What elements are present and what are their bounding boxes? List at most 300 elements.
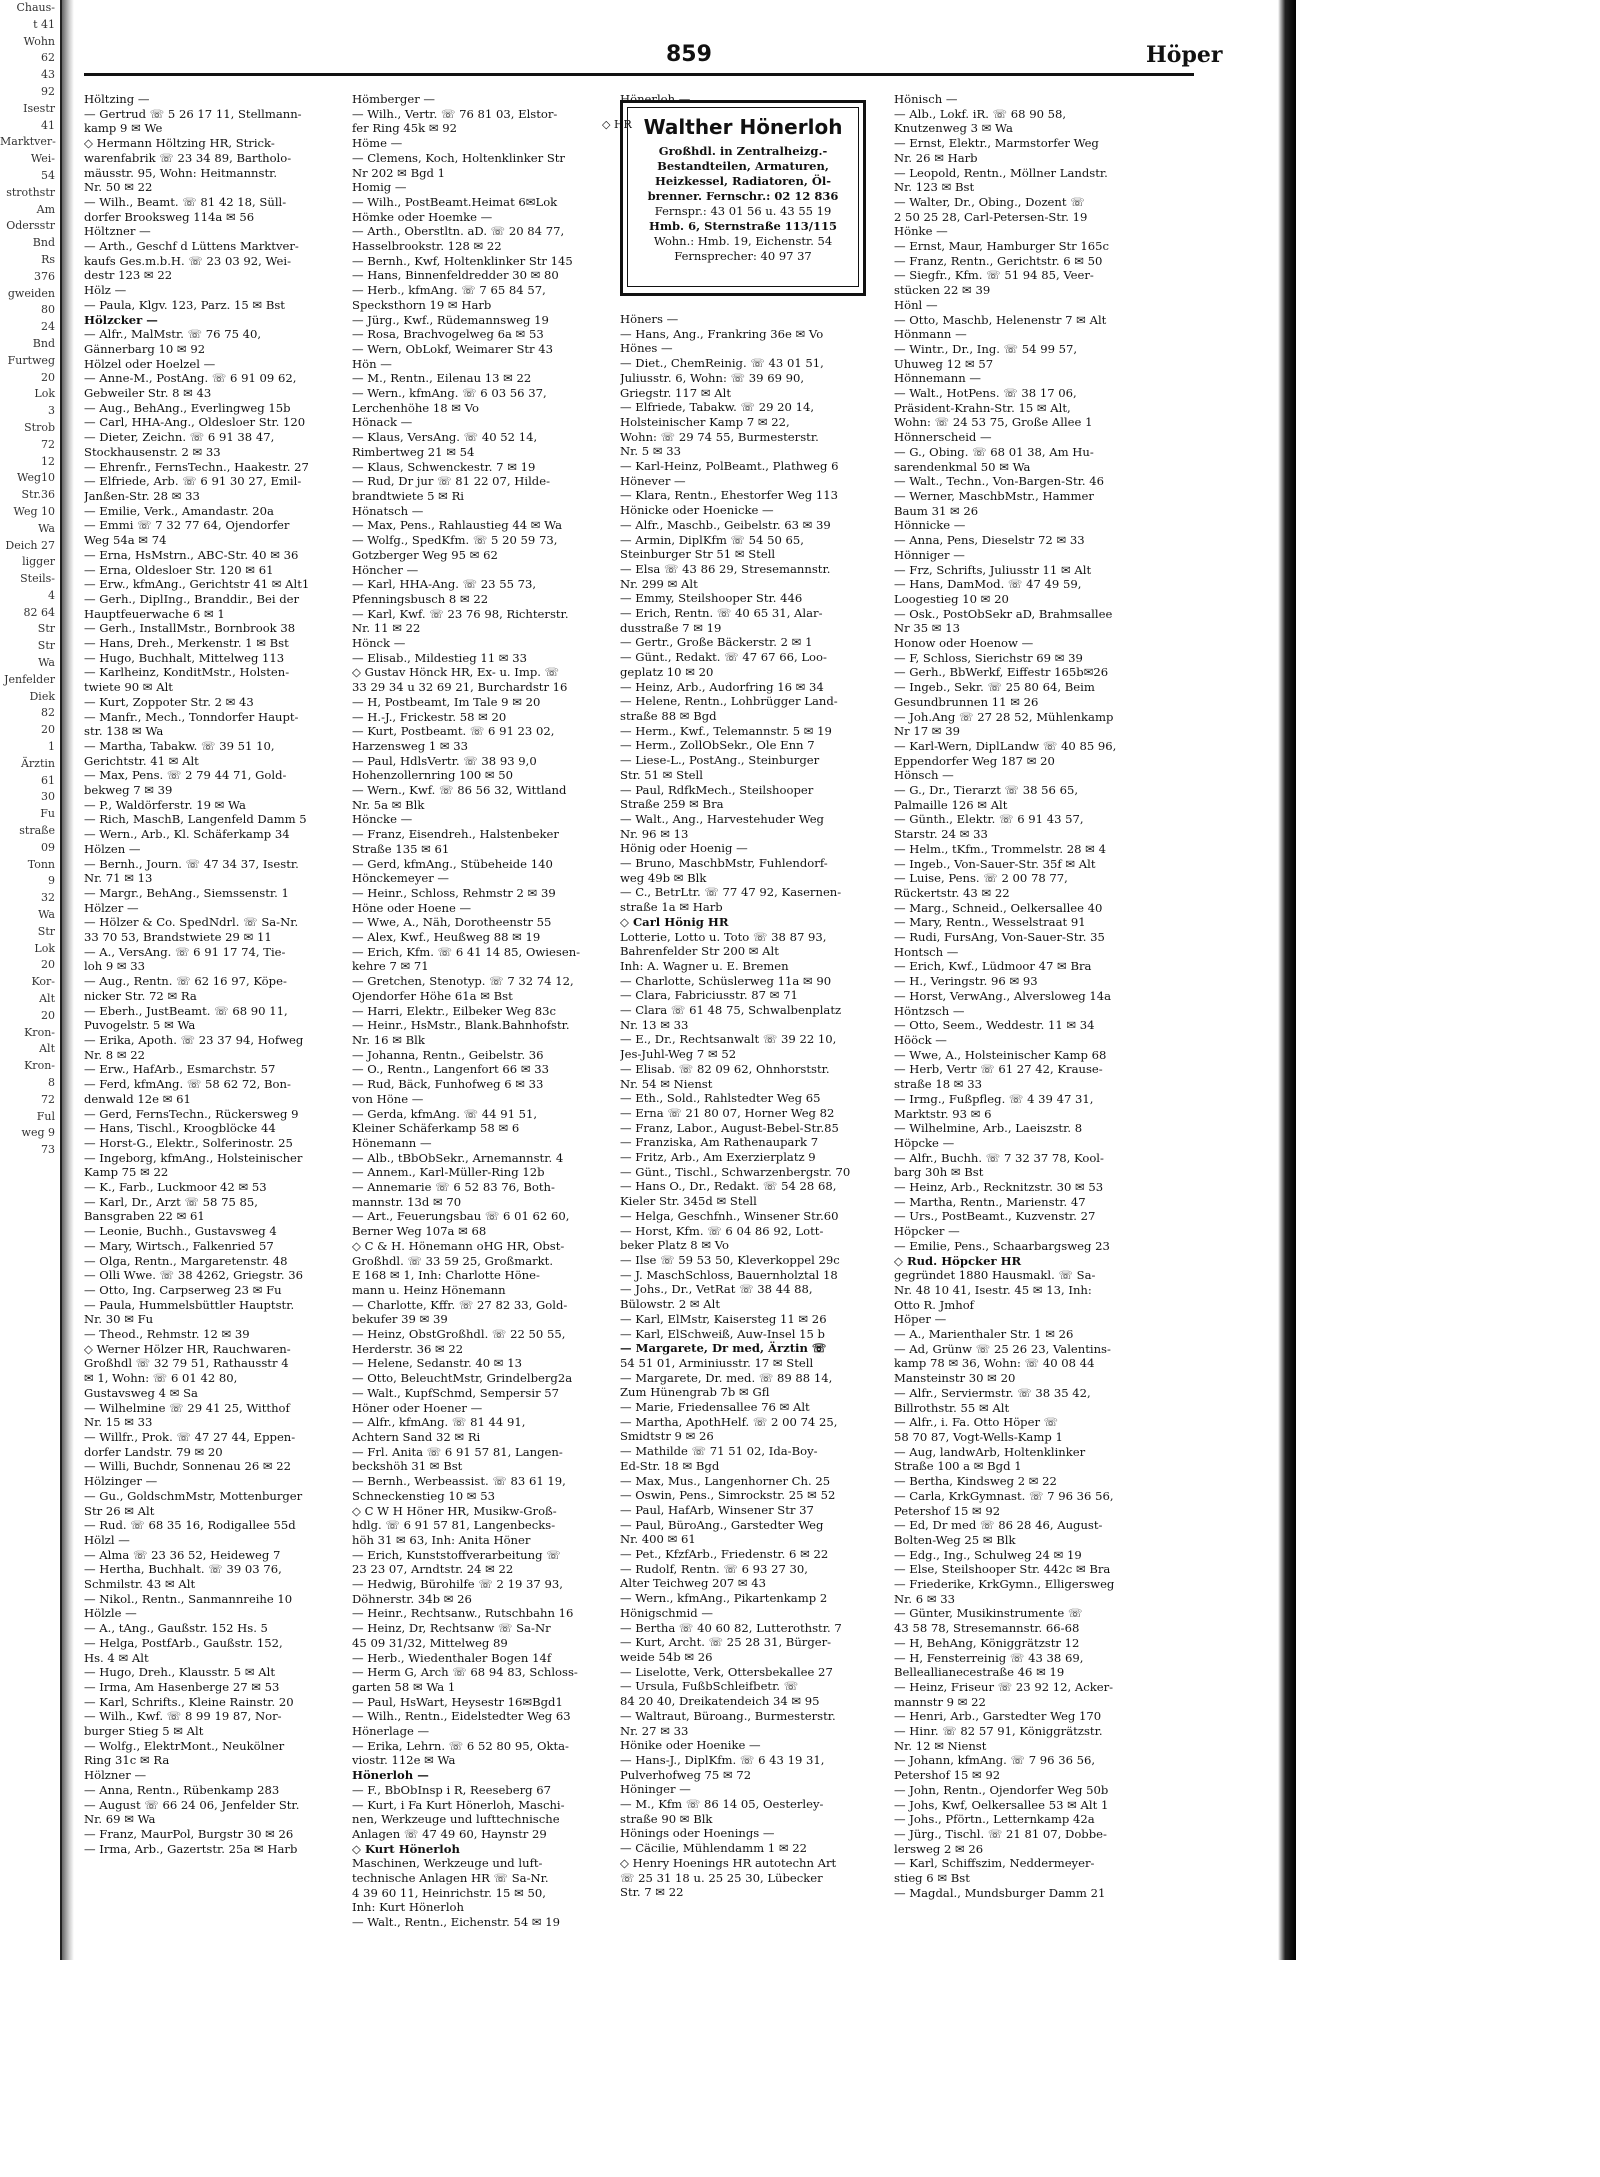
facing-page-fragment: Kor- [31,975,55,989]
directory-entry-line: — Margarete, Dr. med. ☏ 89 88 14, [620,1370,833,1385]
directory-entry-line: Nr. 5a ✉ Blk [352,797,425,812]
directory-entry-line: ◇ C W H Höner HR, Musikw-Groß- [352,1503,557,1518]
directory-entry-line: — Heinz, ObstGroßhdl. ☏ 22 50 55, [352,1327,566,1342]
directory-entry-line: viostr. 112e ✉ Wa [352,1753,456,1768]
facing-page-fragment: 1 [48,740,55,754]
directory-entry-line: ✉ 1, Wohn: ☏ 6 01 42 80, [84,1371,238,1386]
directory-entry-line: — Elisab., Mildestieg 11 ✉ 33 [352,650,527,665]
directory-entry-line: — Pet., KfzfArb., Friedenstr. 6 ✉ 22 [620,1547,829,1562]
directory-entry-line: — Anna, Pens, Dieselstr 72 ✉ 33 [894,533,1085,548]
facing-page-fragment: Weg 10 [13,504,55,518]
facing-page-fragment: Isestr [23,101,55,115]
directory-entry-line: Hs. 4 ✉ Alt [84,1650,149,1665]
directory-entry-line: bekweg 7 ✉ 39 [84,783,173,798]
directory-entry-line: Hölzner — [84,1768,147,1783]
directory-entry-line: — F, Schloss, Sierichstr 69 ✉ 39 [894,650,1083,665]
directory-entry-line: Stockhausenstr. 2 ✉ 33 [84,444,221,459]
directory-entry-line: — Helga, PostfArb., Gaußstr. 152, [84,1635,283,1650]
directory-entry-line: — August ☏ 66 24 06, Jenfelder Str. [84,1797,300,1812]
directory-entry-line: Hönnerscheid — [894,430,992,445]
directory-entry-line: — Herm G, Arch ☏ 68 94 83, Schloss- [352,1665,578,1680]
directory-entry-line: — Karl, Dr., Arzt ☏ 58 75 85, [84,1194,258,1209]
directory-entry-line: — Helga, Geschfnh., Winsener Str.60 [620,1208,839,1223]
directory-entry-line: — Mary, Rentn., Wesselstraat 91 [894,915,1086,930]
directory-entry-line: — Wilh., Kwf. ☏ 8 99 19 87, Nor- [84,1709,282,1724]
directory-entry-line: — Gu., GoldschmMstr, Mottenburger [84,1488,303,1503]
directory-entry-line: — Luise, Pens. ☏ 2 00 78 77, [894,871,1068,886]
directory-entry-line: Höne oder Hoene — [352,900,472,915]
directory-entry-line: höh 31 ✉ 63, Inh: Anita Höner [352,1532,531,1547]
directory-entry-line: Zum Hünengrab 7b ✉ Gfl [620,1385,770,1400]
directory-entry-line: stücken 22 ✉ 39 [894,283,991,298]
directory-entry-line: — Leonie, Buchh., Gustavsweg 4 [84,1224,277,1239]
directory-entry-line: technische Anlagen HR ☏ Sa-Nr. [352,1871,549,1886]
directory-entry-line: — Kurt, Zoppoter Str. 2 ✉ 43 [84,694,254,709]
directory-entry-line: Hönig oder Hoenig — [620,841,748,856]
facing-page-fragment: straße [19,824,55,838]
directory-entry-line: — O., Rentn., Langenfort 66 ✉ 33 [352,1062,549,1077]
directory-entry-line: — Edg., Ing., Schulweg 24 ✉ 19 [894,1547,1082,1562]
directory-entry-line: Bansgraben 22 ✉ 61 [84,1209,205,1224]
directory-entry-line: Nr. 48 10 41, Isestr. 45 ✉ 13, Inh: [894,1282,1092,1297]
directory-entry-line: — Hans O., Dr., Redakt. ☏ 54 28 68, [620,1179,837,1194]
directory-entry-line: — Elisab. ☏ 82 09 62, Ohnhorststr. [620,1061,830,1076]
directory-entry-line: weide 54b ✉ 26 [620,1649,713,1664]
directory-entry-line: Höltzing — [84,92,150,106]
directory-entry-line: Achtern Sand 32 ✉ Ri [352,1429,481,1444]
directory-entry-line: — Gerh., BbWerkf, Eiffestr 165b✉26 [894,665,1109,680]
directory-entry-line: — Alfr., Serviermstr. ☏ 38 35 42, [894,1385,1091,1400]
directory-entry-line: — E., Dr., Rechtsanwalt ☏ 39 22 10, [620,1032,837,1047]
directory-entry-line: — Irma, Arb., Gazertstr. 25a ✉ Harb [84,1841,298,1856]
directory-entry-line: — Emilie, Verk., Amandastr. 20a [84,503,274,518]
ad-line: Heizkessel, Radiatoren, Öl- [654,174,832,188]
directory-entry-line: — Wilhelmine, Arb., Laeiszstr. 8 [894,1121,1083,1136]
directory-entry-line: — Diet., ChemReinig. ☏ 43 01 51, [620,356,824,371]
directory-entry-line: Hönatsch — [352,503,424,518]
facing-page-fragment: 3 [48,404,55,418]
facing-page-fragment: Ärztin [20,756,55,770]
directory-entry-line: Hön — [352,356,392,371]
directory-entry-line: — Klara, Rentn., Ehestorfer Weg 113 [620,488,838,503]
directory-entry-line: Str. 51 ✉ Stell [620,767,703,782]
directory-entry-line: Höncke — [352,812,413,827]
directory-entry-line: Nr 202 ✉ Bgd 1 [352,165,446,180]
facing-page-fragment: Steils- [20,572,55,586]
directory-entry-line: — Emilie, Pens., Schaarbargsweg 23 [894,1238,1110,1253]
directory-entry-line: burger Stieg 5 ✉ Alt [84,1724,204,1739]
directory-entry-line: — Kurt, Postbeamt. ☏ 6 91 23 02, [352,724,555,739]
directory-entry-line: Nr. 123 ✉ Bst [894,180,975,195]
directory-entry-line: — Rosa, Brachvogelweg 6a ✉ 53 [352,327,544,342]
facing-page-fragment: 12 [41,454,55,468]
directory-entry-line: lersweg 2 ✉ 26 [894,1841,984,1856]
directory-entry-line: — Otto, Ing. Carpserweg 23 ✉ Fu [84,1282,282,1297]
directory-entry-line: Baum 31 ✉ 26 [894,503,979,518]
directory-entry-line: nicker Str. 72 ✉ Ra [84,988,197,1003]
directory-entry-line: Nr. 30 ✉ Fu [84,1312,154,1327]
facing-page-fragment: 54 [41,168,55,182]
directory-entry-line: — Ernst, Maur, Hamburger Str 165c [894,239,1110,254]
directory-entry-line: Eppendorfer Weg 187 ✉ 20 [894,753,1055,768]
directory-entry-line: 58 70 87, Vogt-Wells-Kamp 1 [894,1429,1063,1444]
directory-entry-line: — Arth., Geschf d Lüttens Marktver- [84,239,299,254]
directory-entry-line: mann u. Heinz Hönemann [352,1282,506,1297]
directory-entry-line: mannstr. 13d ✉ 70 [352,1194,462,1209]
directory-entry-line: — Alfr., i. Fa. Otto Höper ☏ [894,1415,1059,1430]
directory-entry-line: — G., Dr., Tierarzt ☏ 38 56 65, [894,783,1079,798]
facing-page-fragment: Wei- [30,152,55,166]
directory-page [76,0,1278,1960]
directory-entry-line: — A., Marienthaler Str. 1 ✉ 26 [894,1327,1074,1342]
facing-page-fragment: 4 [48,588,55,602]
directory-entry-line: bekufer 39 ✉ 39 [352,1312,448,1327]
directory-entry-line: Döhnerstr. 34b ✉ 26 [352,1591,472,1606]
directory-entry-line: — Alma ☏ 23 36 52, Heideweg 7 [84,1547,281,1562]
directory-entry-line: — Wern., Kwf. ☏ 86 56 32, Wittland [352,783,567,798]
ad-line: Bestandteilen, Armaturen, [657,159,829,173]
directory-entry-line: — Hans, Ang., Frankring 36e ✉ Vo [620,326,824,341]
directory-entry-line: — Eberh., JustBeamt. ☏ 68 90 11, [84,1003,288,1018]
directory-entry-line: — Martha, Tabakw. ☏ 39 51 10, [84,738,275,753]
directory-entry-line: — Ursula, FußbSchleifbetr. ☏ [620,1679,799,1694]
directory-entry-line: Juliusstr. 6, Wohn: ☏ 39 69 90, [620,370,805,385]
directory-entry-line: — Wern, ObLokf, Weimarer Str 43 [352,341,554,356]
directory-entry-line: — Elfriede, Arb. ☏ 6 91 30 27, Emil- [84,474,302,489]
directory-entry-line: Ed-Str. 18 ✉ Bgd [620,1458,720,1473]
directory-entry-line: Palmaille 126 ✉ Alt [894,797,1008,812]
directory-entry-line: — Ferd, kfmAng. ☏ 58 62 72, Bon- [84,1077,291,1092]
directory-entry-line: ◇ Kurt Hönerloh [352,1841,460,1856]
directory-entry-line: — Walt., Techn., Von-Bargen-Str. 46 [894,474,1105,489]
directory-entry-line: — Mathilde ☏ 71 51 02, Ida-Boy- [620,1444,818,1459]
directory-entry-line: garten 58 ✉ Wa 1 [352,1679,456,1694]
directory-entry-line: — Walt., Ang., Harvestehuder Weg [620,811,824,826]
directory-entry-line: Nr. 15 ✉ 33 [84,1415,153,1430]
directory-entry-line: Gesundbrunnen 11 ✉ 26 [894,694,1039,709]
facing-page-fragment: Lok [34,387,55,401]
directory-entry-line: — Art., Feuerungsbau ☏ 6 01 62 60, [352,1209,570,1224]
facing-page-fragment: Wa [38,521,55,535]
directory-entry-line: — Liselotte, Verk, Ottersbekallee 27 [620,1664,833,1679]
directory-entry-line: Nr. 27 ✉ 33 [620,1723,689,1738]
directory-entry-line: — Herm., ZollObSekr., Ole Enn 7 [620,738,815,753]
directory-entry-line: — Karl-Heinz, PolBeamt., Plathweg 6 [620,459,839,474]
directory-entry-line: — Elfriede, Tabakw. ☏ 29 20 14, [620,400,815,415]
directory-entry-line: — Clara, Fabriciusstr. 87 ✉ 71 [620,988,798,1003]
directory-entry-line: denwald 12e ✉ 61 [84,1091,191,1106]
facing-page-fragment: Tonn [27,857,55,871]
directory-entry-line: — Anna, Rentn., Rübenkamp 283 [84,1782,280,1797]
directory-entry-line: — Karl-Wern, DiplLandw ☏ 40 85 96, [894,738,1117,753]
directory-entry-line: — Günt., Tischl., Schwarzenbergstr. 70 [620,1164,851,1179]
directory-entry-line: destr 123 ✉ 22 [84,268,173,283]
directory-entry-line: — Günt., Redakt. ☏ 47 67 66, Loo- [620,650,827,665]
directory-entry-line: — Franz, Labor., August-Bebel-Str.85 [620,1120,839,1135]
directory-entry-line: — Clemens, Koch, Holtenklinker Str [352,150,565,165]
facing-page-fragment: 82 64 [23,605,55,619]
directory-entry-line: — Erich, Kfm. ☏ 6 41 14 85, Owiesen- [352,944,581,959]
directory-entry-line: — Walter, Dr., Obing., Dozent ☏ [894,194,1085,209]
directory-entry-line: — Wilh., Beamt. ☏ 81 42 18, Süll- [84,194,287,209]
facing-page-fragment: 30 [41,790,55,804]
directory-entry-line: — Karl, Kwf. ☏ 23 76 98, Richterstr. [352,606,569,621]
directory-entry-line: — Annem., Karl-Müller-Ring 12b [352,1165,545,1180]
directory-entry-line: Maschinen, Werkzeuge und luft- [352,1856,543,1871]
directory-entry-line: — Rudi, FursAng, Von-Sauer-Str. 35 [894,930,1105,945]
directory-entry-line: — Gerh., DiplIng., Branddir., Bei der [84,591,300,606]
directory-entry-line: — Wern., Arb., Kl. Schäferkamp 34 [84,827,290,842]
directory-entry-line: — Aug., Rentn. ☏ 62 16 97, Köpe- [84,974,287,989]
directory-entry-line: Gustavsweg 4 ✉ Sa [84,1385,198,1400]
scan-margin [0,1960,1600,2177]
facing-page-fragment: Strob [24,420,55,434]
directory-entry-line: barg 30h ✉ Bst [894,1165,984,1180]
directory-entry-line: Schneckenstieg 10 ✉ 53 [352,1488,495,1503]
directory-entry-line: stieg 6 ✉ Bst [894,1871,970,1886]
directory-entry-line: — Karl, HHA-Ang. ☏ 23 55 73, [352,577,537,592]
directory-entry-line: — Herm., Kwf., Telemannstr. 5 ✉ 19 [620,723,832,738]
directory-entry-line: — Paul, RdfkMech., Steilshooper [620,782,814,797]
directory-entry-line: — Marie, Friedensallee 76 ✉ Alt [620,1400,810,1415]
directory-entry-line: ☏ 25 31 18 u. 25 25 30, Lübecker [620,1870,823,1885]
directory-entry-line: — Rud. ☏ 68 35 16, Rodigallee 55d [84,1518,296,1533]
facing-page-fragment: 20 [41,370,55,384]
directory-entry-line: — Günth., Elektr. ☏ 6 91 43 57, [894,812,1084,827]
directory-entry-line: — Johs., Dr., VetRat ☏ 38 44 88, [620,1282,813,1297]
directory-entry-line: — Wolfg., SpedKfm. ☏ 5 20 59 73, [352,533,558,548]
directory-entry-line: — Helene, Sedanstr. 40 ✉ 13 [352,1356,522,1371]
facing-page-fragment: 62 [41,51,55,65]
directory-entry-line: — Wilhelmine ☏ 29 41 25, Witthof [84,1400,290,1415]
facing-page-fragment: 82 [41,706,55,720]
directory-entry-line: — Karl, Schiffszim, Neddermeyer- [894,1856,1095,1871]
directory-entry-line: brandtwiete 5 ✉ Ri [352,488,465,503]
directory-entry-line: straße 88 ✉ Bgd [620,708,717,723]
directory-entry-line: Hömke oder Hoemke — [352,209,493,224]
directory-entry-line: — Harri, Elektr., Eilbeker Weg 83c [352,1003,556,1018]
directory-entry-line: — Ilse ☏ 59 53 50, Kleverkoppel 29c [620,1253,840,1267]
directory-entry-line: Str 26 ✉ Alt [84,1503,155,1518]
facing-page-fragment: Bnd [32,336,55,350]
directory-entry-line: — Paul, HafArb, Winsener Str 37 [620,1502,814,1517]
directory-entry-line: — Armin, DiplKfm ☏ 54 50 65, [620,532,804,547]
directory-entry-line: Hönerlage — [352,1724,430,1739]
directory-entry-line: Nr. 8 ✉ 22 [84,1047,145,1062]
directory-entry-line: Nr 17 ✉ 39 [894,724,960,739]
directory-entry-line: 45 09 31/32, Mittelweg 89 [352,1635,508,1650]
directory-entry-line: — Johanna, Rentn., Geibelstr. 36 [352,1047,544,1062]
directory-entry-line: — Herb., Wiedenthaler Bogen 14f [352,1650,552,1665]
directory-entry-line: straße 1a ✉ Harb [620,900,723,915]
directory-entry-line: Höner oder Hoener — [352,1400,483,1415]
directory-entry-line: Höners — [620,312,679,326]
directory-entry-line: ◇ Werner Hölzer HR, Rauchwaren- [84,1341,291,1356]
directory-entry-line: Nr. 12 ✉ Nienst [894,1738,987,1753]
directory-entry-line: Harzensweg 1 ✉ 33 [352,738,469,753]
directory-entry-line: Smidtstr 9 ✉ 26 [620,1429,714,1444]
column-3-heading: Hönerloh — [620,92,691,106]
facing-page-fragment: 8 [48,1076,55,1089]
directory-entry-line: — Annemarie ☏ 6 52 83 76, Both- [352,1180,555,1195]
directory-entry-line: Hölzle — [84,1606,137,1621]
facing-page-fragment: strothstr [6,185,55,199]
directory-entry-line: Ring 31c ✉ Ra [84,1753,170,1768]
directory-entry-line: — Alb., Lokf. iR. ☏ 68 90 58, [894,106,1067,121]
facing-page-fragment: Odersstr [6,219,55,233]
directory-entry-line: Nr. 50 ✉ 22 [84,180,153,195]
directory-entry-line: Hööck — [894,1033,947,1047]
directory-entry-line: — Bertha, Kindsweg 2 ✉ 22 [894,1474,1057,1489]
directory-entry-line: — Aug, landwArb, Holtenklinker [894,1444,1086,1459]
directory-entry-line: Nr. 13 ✉ 33 [620,1017,689,1032]
directory-entry-line: — Alfr., kfmAng. ☏ 81 44 91, [352,1415,526,1430]
directory-entry-line: — Henri, Arb., Garstedter Weg 170 [894,1709,1102,1724]
directory-entry-line: 33 70 53, Brandstwiete 29 ✉ 11 [84,930,272,945]
ad-title: Walther Hönerloh [643,115,843,139]
directory-entry-line: Pfenningsbusch 8 ✉ 22 [352,591,489,606]
directory-entry-line: Höpcke — [894,1135,955,1150]
facing-page-fragment: t 41 [33,17,55,31]
directory-entry-line: — Bernh., Journ. ☏ 47 34 37, Isestr. [84,856,299,871]
directory-entry-line: Marktstr. 93 ✉ 6 [894,1106,992,1121]
directory-entry-line: — Aug., BehAng., Everlingweg 15b [84,400,291,415]
directory-entry-line: Hohenzollernring 100 ✉ 50 [352,768,514,783]
directory-entry-line: — Herb, Vertr ☏ 61 27 42, Krause- [894,1062,1103,1077]
directory-entry-line: — Urs., PostBeamt., Kuzvenstr. 27 [894,1209,1096,1224]
directory-entry-line: — Günter, Musikinstrumente ☏ [894,1606,1083,1621]
facing-page-fragment: 72 [41,437,55,451]
directory-entry-line: — Kurt, i Fa Kurt Hönerloh, Maschi- [352,1797,565,1812]
directory-entry-line: — Arth., Oberstltn. aD. ☏ 20 84 77, [352,224,565,239]
directory-entry-line: Anlagen ☏ 47 49 60, Haynstr 29 [352,1826,547,1841]
directory-entry-line: sarendenkmal 50 ✉ Wa [894,459,1031,474]
facing-page-fragment: 376 [34,269,55,283]
directory-entry-line: Rückertstr. 43 ✉ 22 [894,885,1010,900]
facing-page-fragment: Bnd [32,236,55,250]
facing-page-fragment: gweiden [7,286,55,300]
facing-page-fragment: Str [37,639,55,653]
directory-entry-line: — Olga, Rentn., Margaretenstr. 48 [84,1253,288,1268]
column-4 [894,92,1156,1900]
directory-entry-line: — Johs., Pförtn., Letternkamp 42a [894,1812,1095,1827]
directory-entry-line: Nr. 69 ✉ Wa [84,1812,156,1827]
directory-entry-line: 2 50 25 28, Carl-Petersen-Str. 19 [894,209,1088,224]
directory-entry-line: — Walt., HotPens. ☏ 38 17 06, [894,386,1077,401]
directory-entry-line: 84 20 40, Dreikatendeich 34 ✉ 95 [620,1694,820,1709]
directory-entry-line: — Liese-L., PostAng., Steinburger [620,753,820,768]
directory-entry-line: — H, Postbeamt, Im Tale 9 ✉ 20 [352,694,541,709]
directory-entry-line: von Höne — [352,1091,424,1106]
directory-entry-line: Herderstr. 36 ✉ 22 [352,1341,464,1356]
directory-entry-line: — Bernh., Kwf, Holtenklinker Str 145 [352,253,573,268]
directory-entry-line: — Gerda, kfmAng. ☏ 44 91 51, [352,1106,538,1121]
directory-entry-line: — Karl, ElSchweiß, Auw-Insel 15 b [620,1326,825,1341]
directory-entry-line: — Rud, Dr jur ☏ 81 22 07, Hilde- [352,474,550,489]
directory-entry-line: Hönack — [352,415,413,430]
directory-entry-line: — Erika, Apoth. ☏ 23 37 94, Hofweg [84,1033,304,1047]
directory-entry-line: — Nikol., Rentn., Sanmannreihe 10 [84,1591,293,1606]
directory-entry-line: Ojendorfer Höhe 61a ✉ Bst [352,988,513,1003]
page-number: 859 [666,42,712,67]
directory-entry-line: — Helene, Rentn., Lohbrügger Land- [620,694,838,709]
directory-entry-line: Hönever — [620,473,686,488]
directory-entry-line: Großhdl ☏ 32 79 51, Rathausstr 4 [84,1356,289,1371]
facing-page-fragment: Wohn [23,34,55,48]
directory-entry-line: — Charlotte, Schüslerweg 11a ✉ 90 [620,973,832,988]
directory-entry-line: Billrothstr. 55 ✉ Alt [894,1400,1010,1415]
facing-page-fragment: 92 [41,84,55,98]
directory-entry-line: straße 90 ✉ Blk [620,1811,713,1826]
facing-page-fragment: Kron- [24,1059,55,1073]
directory-entry-line: — Friederike, KrkGymn., Elligersweg [894,1577,1115,1592]
directory-entry-line: E 168 ✉ 1, Inh: Charlotte Höne- [352,1268,540,1283]
directory-entry-line: — Emmy, Steilshooper Str. 446 [620,591,803,606]
directory-entry-line: Hölzcker — [84,312,158,327]
directory-entry-line: Höncher — [352,562,419,577]
facing-page-fragment: Diek [29,689,55,703]
directory-entry-line: Schmilstr. 43 ✉ Alt [84,1577,196,1592]
directory-entry-line: — F., BbObInsp i R, Reeseberg 67 [352,1782,551,1797]
directory-entry-line: — Horst, Kfm. ☏ 6 04 86 92, Lott- [620,1223,824,1238]
directory-entry-line: — Carla, KrkGymnast. ☏ 7 96 36 56, [894,1488,1114,1503]
directory-entry-line: 23 23 07, Arndtstr. 24 ✉ 22 [352,1562,514,1577]
page-right-edge [1278,0,1296,1960]
directory-entry-line: — Manfr., Mech., Tonndorfer Haupt- [84,709,299,724]
directory-entry-line: Gerichtstr. 41 ✉ Alt [84,753,199,768]
directory-entry-line: — Johs, Kwf, Oelkersallee 53 ✉ Alt 1 [894,1797,1109,1812]
facing-page-fragment: 32 [41,891,55,905]
directory-entry-line: 4 39 60 11, Heinrichstr. 15 ✉ 50, [352,1885,546,1900]
directory-entry-line: Hönisch — [894,92,958,106]
directory-entry-line: — H, Fensterreinig ☏ 43 38 69, [894,1650,1084,1665]
column-1 [84,92,346,1856]
directory-entry-line: Hönsch — [894,768,954,783]
column-3 [620,312,882,1900]
facing-page-fragment: 80 [41,303,55,317]
directory-entry-line: Kamp 75 ✉ 22 [84,1165,169,1180]
ad-home-address: Wohn.: Hmb. 19, Eichenstr. 54 [653,234,833,248]
directory-entry-line: — Alb., tBbObSekr., Arnemannstr. 4 [352,1150,564,1165]
facing-page-fragment: Str [37,924,55,938]
directory-entry-line: — Jürg., Tischl. ☏ 21 81 07, Dobbe- [894,1826,1107,1841]
facing-page-fragment: 20 [41,958,55,972]
directory-entry-line: Hönicke oder Hoenicke — [620,503,774,518]
directory-entry-line: — Otto, BeleuchtMstr, Grindelberg2a [352,1371,573,1386]
ad-hr-mark: ◇ HR [602,118,632,131]
directory-entry-line: — Ed, Dr med ☏ 86 28 46, August- [894,1518,1103,1533]
directory-entry-line: — Margarete, Dr med, Ärztin ☏ [620,1341,827,1356]
directory-entry-line: Hauptfeuerwache 6 ✉ 1 [84,606,225,621]
directory-entry-line: ◇ C & H. Hönemann oHG HR, Obst- [352,1238,565,1253]
directory-entry-line: — Alex, Kwf., Heußweg 88 ✉ 19 [352,930,541,945]
directory-entry-line: — Heinr., HsMstr., Blank.Bahnhofstr. [352,1018,570,1033]
directory-entry-line: Straße 259 ✉ Bra [620,797,724,812]
directory-entry-line: — Erich, Kwf., Lüdmoor 47 ✉ Bra [894,959,1092,974]
directory-entry-line: — Hinr. ☏ 82 57 91, Königgrätzstr. [894,1724,1103,1739]
directory-entry-line: — Rud, Bäck, Funhofweg 6 ✉ 33 [352,1077,544,1092]
directory-entry-line: — Siegfr., Kfm. ☏ 51 94 85, Veer- [894,268,1094,283]
directory-entry-line: — G., Obing. ☏ 68 01 38, Am Hu- [894,444,1094,459]
directory-entry-line: Gebweiler Str. 8 ✉ 43 [84,386,212,401]
directory-entry-line: warenfabrik ☏ 23 34 89, Bartholo- [84,150,292,165]
directory-entry-line: Hasselbrookstr. 128 ✉ 22 [352,239,502,254]
directory-entry-line: — Jürg., Kwf., Rüdemannsweg 19 [352,312,549,327]
directory-entry-line: — Klaus, Schwenckestr. 7 ✉ 19 [352,459,536,474]
directory-entry-line: — Paul, HsWart, Heysestr 16✉Bgd1 [352,1694,563,1709]
directory-entry-line: — Wwe, A., Näh, Dorotheenstr 55 [352,915,552,930]
directory-entry-line: — Heinr., Rechtsanw., Rutschbahn 16 [352,1606,574,1621]
